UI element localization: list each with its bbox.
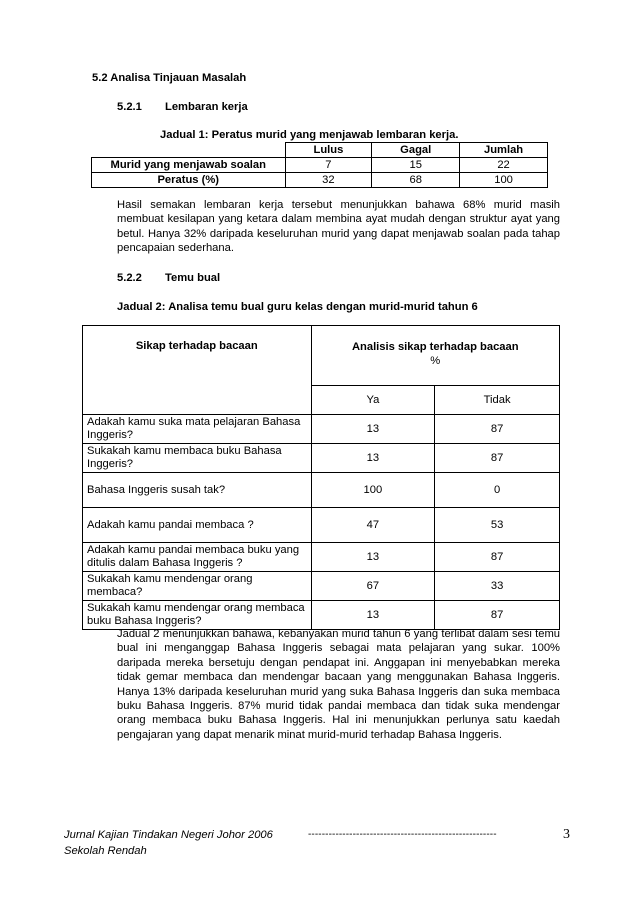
table2-question: Sukakah kamu membaca buku Bahasa Inggeris? xyxy=(83,444,312,473)
table2-tidak: 87 xyxy=(435,444,560,473)
table2-ya: 13 xyxy=(311,415,435,444)
table2-question: Sukakah kamu mendengar orang membaca? xyxy=(83,572,312,601)
paragraph-1: Hasil semakan lembaran kerja tersebut menunjukkan bahawa 68% murid masih membuat kesilapan yang ketara dalam membina ayat mudah dengan struktur ayat yang betul. Hanya 32% daripada keseluruhan murid yang dapat menjawab soalan pada tahap pencapaian sederhana. xyxy=(117,199,560,255)
table1-header-row xyxy=(92,143,548,158)
table-row xyxy=(92,158,548,173)
table-row xyxy=(83,601,560,630)
table2-col2-title: Analisis sikap terhadap bacaan xyxy=(351,341,519,353)
table2-question: Adakah kamu pandai membaca buku yang ditulis dalam Bahasa Inggeris ? xyxy=(83,543,312,572)
table-row xyxy=(92,173,548,188)
table1-row-label: Peratus (%) xyxy=(92,173,286,188)
table2-col1-header: Sikap terhadap bacaan xyxy=(83,326,312,415)
table1 xyxy=(91,142,548,188)
page-number: 3 xyxy=(563,827,570,842)
table1-cell: 32 xyxy=(285,173,372,188)
table1-cell: 7 xyxy=(285,158,372,173)
table2 xyxy=(82,325,560,630)
table2-col2-unit: % xyxy=(430,355,441,367)
subsection-number-2: 5.2.2 xyxy=(117,272,142,284)
table2-ya: 47 xyxy=(311,508,435,543)
table2-ya: 13 xyxy=(311,601,435,630)
table-row xyxy=(83,473,560,508)
table2-tidak: 87 xyxy=(435,601,560,630)
table2-question: Sukakah kamu mendengar orang membaca buku Bahasa Inggeris? xyxy=(83,601,312,630)
table2-header-row xyxy=(83,326,560,386)
table1-header-lulus: Lulus xyxy=(285,143,372,158)
footer-school: Sekolah Rendah xyxy=(64,845,147,857)
table1-caption: Jadual 1: Peratus murid yang menjawab lembaran kerja. xyxy=(160,129,459,141)
table2-ya: 13 xyxy=(311,543,435,572)
table-row xyxy=(83,572,560,601)
section-heading: 5.2 Analisa Tinjauan Masalah xyxy=(92,72,247,84)
subsection-title: Lembaran kerja xyxy=(165,101,248,113)
table2-question: Adakah kamu pandai membaca ? xyxy=(83,508,312,543)
table2-tidak: 0 xyxy=(435,473,560,508)
table1-cell: 22 xyxy=(460,158,548,173)
table2-tidak: 53 xyxy=(435,508,560,543)
table1-cell: 100 xyxy=(460,173,548,188)
table-row xyxy=(83,415,560,444)
table2-ya: 100 xyxy=(311,473,435,508)
table1-cell: 68 xyxy=(372,173,460,188)
table1-corner xyxy=(92,143,286,158)
table-row xyxy=(83,444,560,473)
table1-row-label: Murid yang menjawab soalan xyxy=(92,158,286,173)
table2-header-ya: Ya xyxy=(311,385,435,414)
footer-journal: Jurnal Kajian Tindakan Negeri Johor 2006 xyxy=(64,829,273,841)
table2-tidak: 33 xyxy=(435,572,560,601)
table2-question: Adakah kamu suka mata pelajaran Bahasa Inggeris? xyxy=(83,415,312,444)
subsection-number: 5.2.1 xyxy=(117,101,142,113)
table1-cell: 15 xyxy=(372,158,460,173)
paragraph-2: Jadual 2 menunjukkan bahawa, kebanyakan murid tahun 6 yang terlibat dalam sesi temu bual ini menganggap Bahasa Inggeris sebagai mata pelajaran yang sukar. 100% daripada mereka bersetuju dengan pendapat ini. Anggapan ini menyebabkan mereka tidak gemar membaca dan mendengar bacaan yang menggunakan Bahasa Inggeris. Hanya 13% daripada keseluruhan murid yang suka Bahasa Inggeris dan suka membaca buku Bahasa Inggeris. 87% murid tidak pandai membaca dan tidak suka mendengar orang membaca buku Bahasa Inggeris. Hal ini menunjukkan perlunya satu kaedah pengajaran yang dapat menarik minat murid-murid terhadap Bahasa Inggeris. xyxy=(117,628,560,741)
footer-rule: ------------------------------------------------------- xyxy=(308,829,497,840)
subsection-title-2: Temu bual xyxy=(165,272,221,284)
table2-col2-header xyxy=(311,326,559,386)
table1-header-jumlah: Jumlah xyxy=(460,143,548,158)
table-row xyxy=(83,543,560,572)
table2-tidak: 87 xyxy=(435,543,560,572)
table2-header-tidak: Tidak xyxy=(435,385,560,414)
table2-caption: Jadual 2: Analisa temu bual guru kelas dengan murid-murid tahun 6 xyxy=(117,301,478,313)
table2-ya: 67 xyxy=(311,572,435,601)
table2-tidak: 87 xyxy=(435,415,560,444)
table1-header-gagal: Gagal xyxy=(372,143,460,158)
table2-question: Bahasa Inggeris susah tak? xyxy=(83,473,312,508)
table-row xyxy=(83,508,560,543)
table2-ya: 13 xyxy=(311,444,435,473)
